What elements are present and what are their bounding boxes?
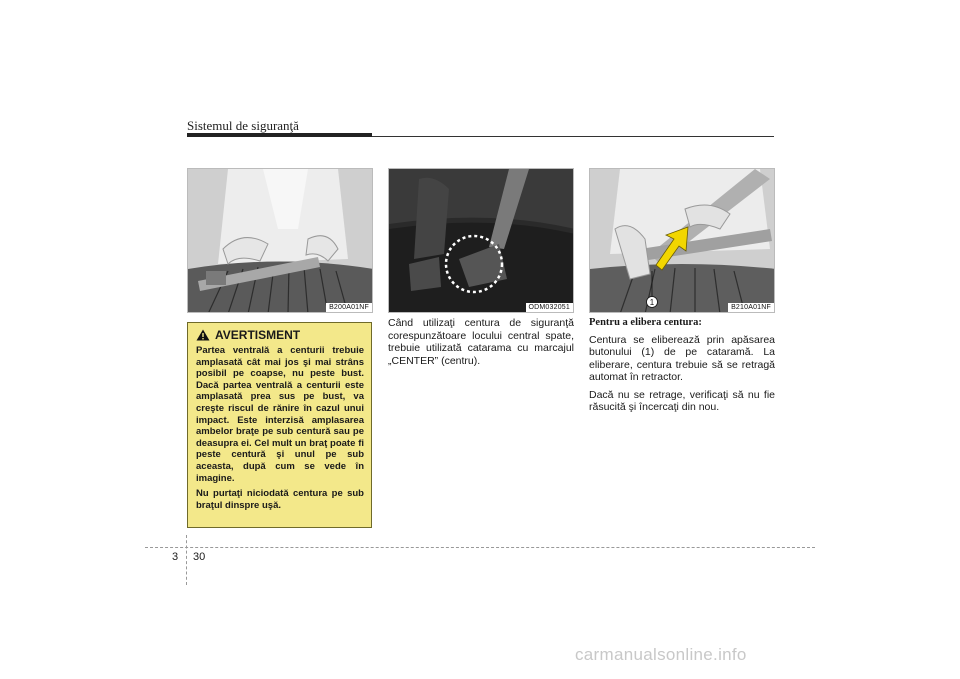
photo-code-right: B210A01NF bbox=[728, 303, 774, 312]
release-paragraph-1: Centura se eliberează prin apăsarea butonului (1) de pe cataramă. La eliberare, centura trebuie să se retragă automat în retractor. bbox=[589, 333, 775, 383]
photo-center-buckle bbox=[388, 168, 574, 313]
photo-belt-release-illustration bbox=[590, 169, 775, 313]
right-column bbox=[589, 317, 775, 419]
footer-rule bbox=[145, 547, 815, 548]
chapter-number: 3 bbox=[172, 551, 179, 563]
center-buckle-paragraph: Când utilizaţi centura de siguranţă corespunzătoare locului central spate, trebuie utilizată catarama cu marcajul „CENTER” (centru). bbox=[388, 317, 574, 367]
warning-paragraph-2: Nu purtaţi niciodată centura pe sub braţul dinspre uşă. bbox=[196, 488, 364, 511]
photo-lap-belt-illustration bbox=[188, 169, 373, 313]
header-rule-accent bbox=[187, 133, 372, 137]
warning-header bbox=[196, 328, 364, 342]
photo-lap-belt bbox=[187, 168, 373, 313]
section-title: Sistemul de siguranţă bbox=[187, 118, 299, 133]
release-paragraph-2: Dacă nu se retrage, verificaţi să nu fie răsucită şi încercaţi din nou. bbox=[589, 388, 775, 413]
photo-center-buckle-illustration bbox=[389, 169, 574, 313]
photo-code-left: B200A01NF bbox=[326, 303, 372, 312]
footer-divider bbox=[186, 535, 187, 585]
warning-paragraph-1: Partea ventrală a centurii trebuie amplasată cât mai jos şi mai strâns posibil pe coapse, nu peste bust. Dacă partea ventrală a centurii este amplasată prea sus pe bust, va creşte riscul de rănire în cazul unui impact. Este interzisă amplasarea ambelor braţe pe sub centură sau pe deasupra ei. Cel mult un braţ poate fi peste centură şi unul pe sub aceasta, după cum se vede în imagine. bbox=[196, 345, 364, 484]
watermark: carmanualsonline.info bbox=[575, 645, 747, 664]
photo-belt-release bbox=[589, 168, 775, 313]
warning-title: AVERTISMENT bbox=[215, 328, 301, 342]
warning-triangle-icon bbox=[196, 329, 210, 341]
photo-code-middle: ODM032051 bbox=[526, 303, 574, 312]
middle-column bbox=[388, 317, 574, 372]
page-number: 30 bbox=[193, 551, 206, 563]
warning-box bbox=[187, 322, 372, 528]
callout-number: 1 bbox=[649, 298, 655, 307]
release-subheading: Pentru a elibera centura: bbox=[589, 317, 702, 328]
